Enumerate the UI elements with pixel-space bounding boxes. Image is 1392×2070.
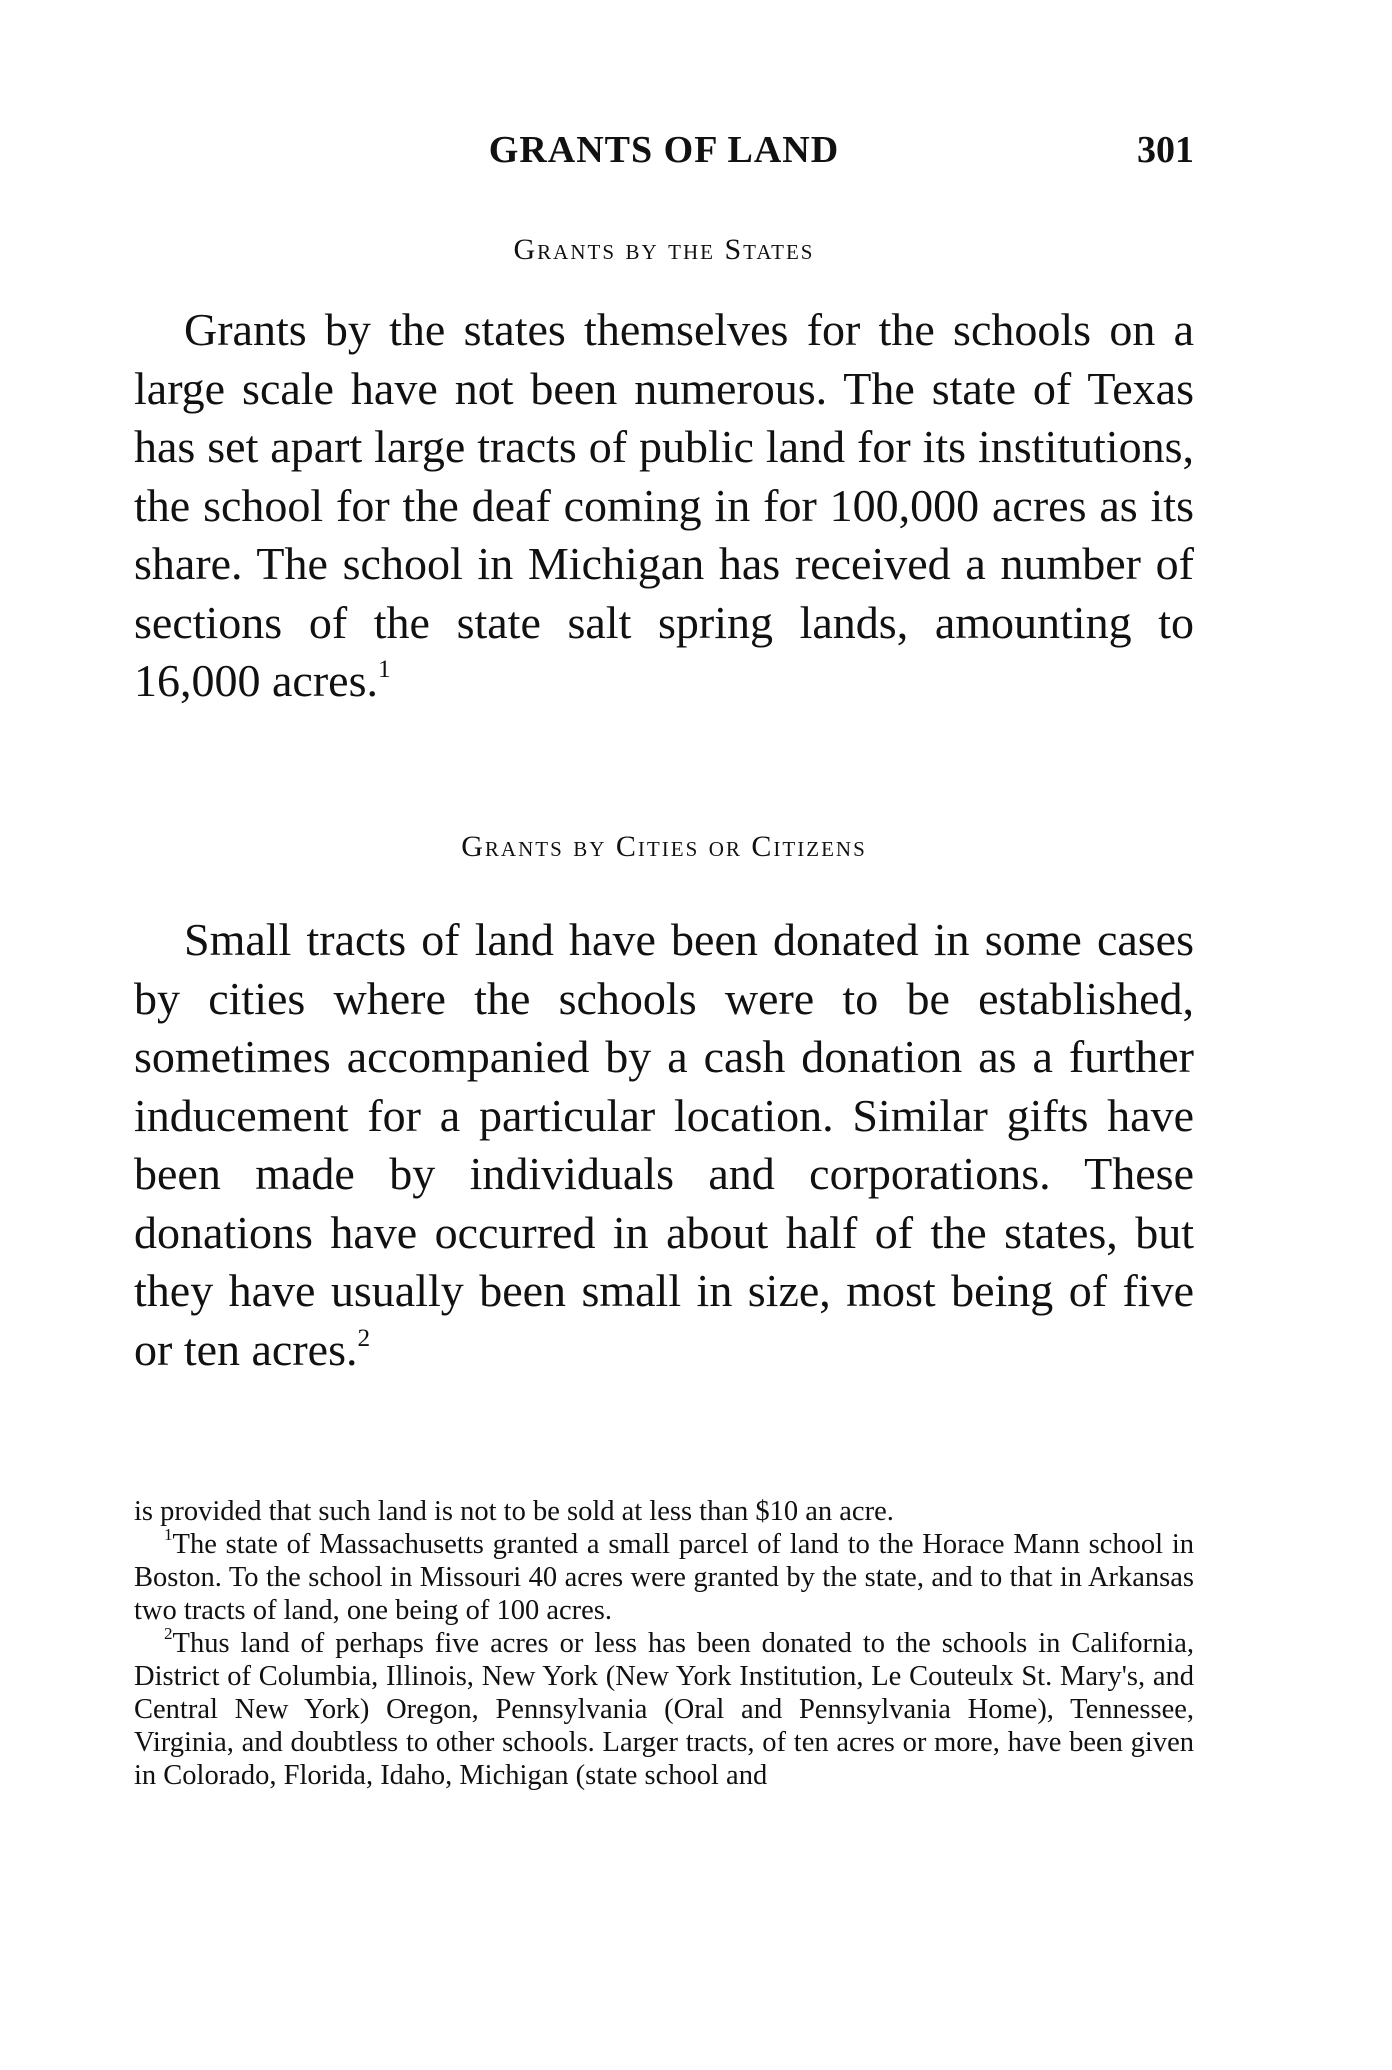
section-heading-states: Grants by the States: [513, 233, 815, 266]
section-heading-cities: Grants by Cities or Citizens: [461, 830, 867, 863]
footnote-2: [134, 1624, 1194, 1792]
paragraph-text: Grants by the states themselves for the schools on a large scale have not been numerous. The state of Texas has set apart large tracts of public land for its institutions, the school for the deaf coming in for 100,000 acres as its share. The school in Michigan has received a number of sections of the state salt spring lands, amounting to 16,000 acres.: [134, 304, 1194, 706]
running-title: GRANTS OF LAND: [488, 129, 840, 171]
paragraph-grants-by-states: [134, 301, 1194, 711]
paragraph-grants-by-cities: [134, 911, 1194, 1379]
footnote-text: Thus land of perhaps five acres or less has been donated to the schools in California, District of Columbia, Illinois, New York (New York Institution, Le Couteulx St. Mary's, and Central New York) Oregon, Pennsylvania (Oral and Pennsylvania Home), Tennessee, Virginia, and doubtless to other schools. Larger tracts, of ten acres or more, have been given in Colorado, Florida, Idaho, Michigan (state school and: [134, 1628, 1194, 1791]
footnote-continued: is provided that such land is not to be sold at less than $10 an acre.: [134, 1496, 894, 1527]
paragraph-text: Small tracts of land have been donated in some cases by cities where the schools were to be established, sometimes accompanied by a cash donation as a further inducement for a particular location. Similar gifts have been made by individuals and corporations. These donations have occurred in about half of the states, but they have usually been small in size, most being of five or ten acres.: [134, 914, 1194, 1375]
page-number: 301: [1137, 129, 1194, 171]
footnote-1: [134, 1525, 1194, 1627]
footnote-reference: 1: [377, 655, 391, 684]
running-head: [134, 128, 1194, 188]
footnote-reference: 2: [357, 1323, 371, 1352]
footnote-marker: 1: [164, 1525, 173, 1545]
footnotes: [134, 1495, 1194, 1792]
footnote-text: The state of Massachusetts granted a small parcel of land to the Horace Mann school in Boston. To the school in Missouri 40 acres were granted by the state, and to that in Arkansas two tracts of land, one being of 100 acres.: [134, 1529, 1194, 1626]
footnote-marker: 2: [164, 1624, 173, 1644]
